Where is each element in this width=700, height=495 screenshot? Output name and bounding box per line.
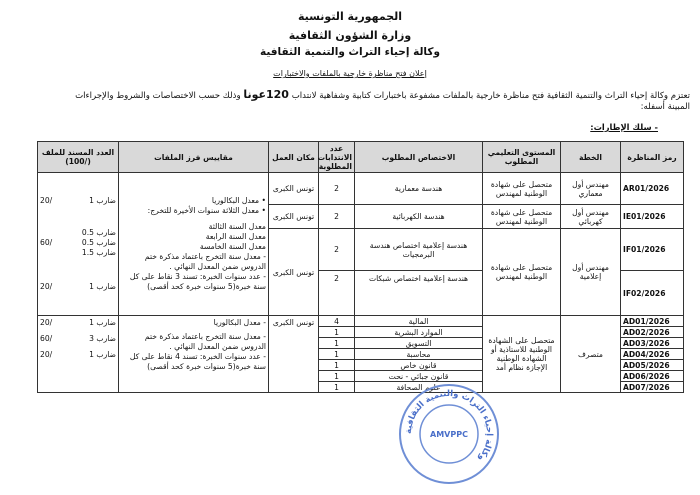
criteria-line: معدل السنة الرابعة [205,232,266,241]
score-line [40,282,116,292]
code-cell: AD05/2026 [621,360,684,371]
code-cell: AD02/2026 [621,327,684,338]
col-count: عدد الانتدابات المطلوبة [319,142,355,173]
intro-text-b: وذلك حسب الاختصاصات والشروط والإجراءات [75,91,241,101]
specialty-cell: علوم الصحافة [355,382,483,393]
score-label: ضارب 3 [89,334,116,343]
level-cell: متحصل على شهادة الوطنية لمهندس [483,173,561,205]
score-label: ضارب 1 [89,196,116,205]
recruit-count: 120عونا [243,88,289,101]
place-cell: تونس الكبرى [269,316,319,393]
agency-title: وكالة إحياء التراث والتنمية الثقافية [260,46,440,58]
col-grade: الخطة [561,142,621,173]
code-cell: IE01/2026 [621,205,684,229]
count-cell: 1 [319,371,355,382]
score-label: ضارب 0.5 [81,238,116,247]
criteria-line: معدل السنة الثالثة [208,222,266,231]
col-place: مكان العمل [269,142,319,173]
criteria-line: - معدل البكالوريا [213,318,266,327]
criteria-line: • معدل البكالوريا [211,196,266,205]
stamp-center-text: AMVPPC [430,430,468,439]
score-total: /20 [40,282,53,291]
count-cell: 1 [319,327,355,338]
criteria-line: معدل السنة الخامسة [199,242,266,251]
specialty-cell: هندسة إعلامية اختصاص شبكات [355,271,483,316]
ministry-title: وزارة الشؤون الثقافية [288,29,412,42]
place-cell: تونس الكبرى [269,205,319,229]
criteria-line: - عدد سنوات الخبرة: تسند 4 نقاط على كل سنة خبرة(5 سنوات خبرة كحد أقصى) [129,352,266,371]
specialty-cell: قانون جبائي - نحت [355,371,483,382]
announcement-title: إعلان فتح مناظرة خارجية بالملفات والاختبارات [273,69,427,78]
agency-stamp [397,382,501,486]
level-cell: متحصل على الشهادة الوطنية للاستاذية أو الشهادة الوطنية الإجازة نظام أمد [483,316,561,393]
count-cell: 4 [319,316,355,327]
grade-cell: مهندس أول كهربائي [561,205,621,229]
count-cell: 2 [319,271,355,316]
count-cell: 2 [319,229,355,271]
specialty-cell: التسويق [355,338,483,349]
score-line [40,248,116,258]
score-label: ضارب 1.5 [81,248,116,257]
score-label: ضارب 1 [89,350,116,359]
score-label: ضارب 1 [89,318,116,327]
section-title: - سلك الإطارات: [590,122,658,132]
table-row [38,173,684,205]
code-cell: AD07/2026 [621,382,684,393]
col-weight: العدد المسند للملف (/100) [38,142,119,173]
score-total: /20 [40,350,53,359]
col-code: رمز المناظرة [621,142,684,173]
weight-cell [38,316,119,393]
specialty-cell: الموارد البشرية [355,327,483,338]
table-header-row [38,142,684,173]
score-line [40,238,116,248]
specialty-cell: هندسة معمارية [355,173,483,205]
score-total: /20 [40,318,53,327]
specialty-cell: هندسة إعلامية اختصاص هندسة البرمجيات [355,229,483,271]
code-cell: AD01/2026 [621,316,684,327]
place-cell: تونس الكبرى [269,173,319,205]
competition-table [37,141,684,393]
specialty-cell: المالية [355,316,483,327]
code-cell: AR01/2026 [621,173,684,205]
level-cell: متحصل على شهادة الوطنية لمهندس [483,205,561,229]
score-total: /60 [40,238,53,247]
score-total: /20 [40,196,53,205]
stamp-ring-text: وكالة إحياء التراث والتنمية الثقافية [403,388,495,463]
intro-paragraph-end: المبينة أسفله: [640,102,690,112]
criteria-line: - معدل سنة التخرج باعتماد مذكرة ختم الدروس ضمن المعدل النهائي . [144,252,266,271]
score-line [40,318,116,328]
score-total: /60 [40,334,53,343]
count-cell: 2 [319,205,355,229]
criteria-line: - معدل سنة التخرج باعتماد مذكرة ختم الدروس ضمن المعدل النهائي . [144,332,266,351]
col-level: المستوى التعليمي المطلوب [483,142,561,173]
specialty-cell: هندسة الكهربائية [355,205,483,229]
score-line [40,228,116,238]
score-line [40,334,116,344]
criteria-cell [119,316,269,393]
score-label: ضارب 1 [89,282,116,291]
score-label: ضارب 0.5 [81,228,116,237]
count-cell: 2 [319,173,355,205]
code-cell: IF01/2026 [621,229,684,271]
grade-cell: مهندس أول معماري [561,173,621,205]
score-line [40,350,116,360]
count-cell: 1 [319,360,355,371]
count-cell: 1 [319,349,355,360]
grade-cell: مهندس أول إعلامية [561,229,621,316]
specialty-cell: قانون خاص [355,360,483,371]
col-specialty: الاختصاص المطلوب [355,142,483,173]
code-cell: AD04/2026 [621,349,684,360]
place-cell: تونس الكبرى [269,229,319,316]
republic-title: الجمهورية التونسية [297,10,403,23]
code-cell: IF02/2026 [621,271,684,316]
intro-text-a: تعتزم وكالة إحياء التراث والتنمية الثقافية فتح مناظرة خارجية بالملفات مشفوعة باختبارات كتابية وشفاهية لانتداب [291,91,690,101]
count-cell: 1 [319,382,355,393]
score-line [40,196,116,206]
criteria-line: - عدد سنوات الخبرة: تسند 3 نقاط على كل سنة خبرة(5 سنوات خبرة كحد أقصى) [129,272,266,291]
specialty-cell: محاسبة [355,349,483,360]
criteria-line: • معدل الثلاثة سنوات الأخيرة للتخرج: [147,206,266,215]
criteria-cell [119,173,269,316]
col-criteria: مقاييس فرز الملفات [119,142,269,173]
table-row [38,316,684,327]
grade-cell: متصرف [561,316,621,393]
code-cell: AD03/2026 [621,338,684,349]
count-cell: 1 [319,338,355,349]
code-cell: AD06/2026 [621,371,684,382]
level-cell: متحصل على شهادة الوطنية لمهندس [483,229,561,316]
weight-cell [38,173,119,316]
